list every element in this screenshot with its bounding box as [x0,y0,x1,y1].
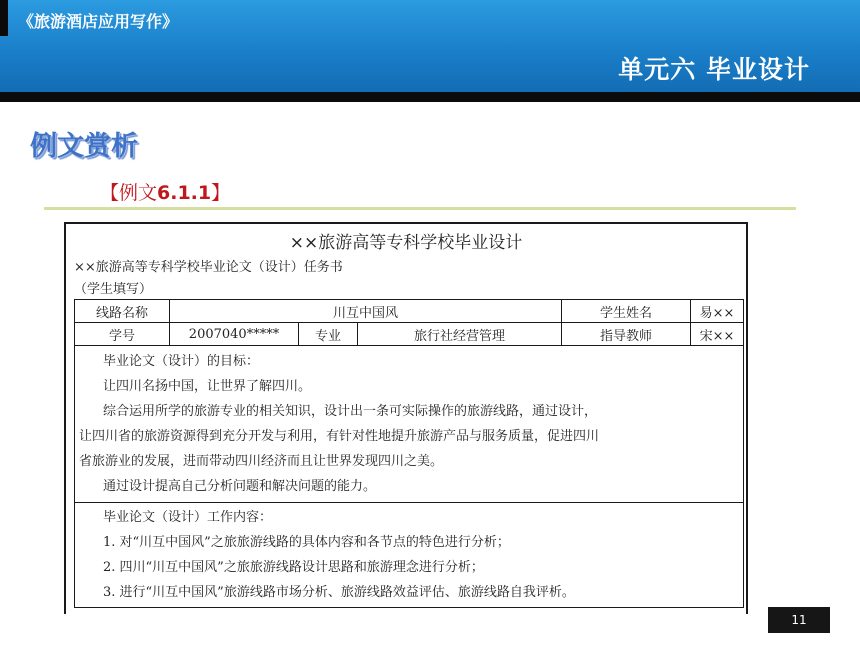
advisor-value: 宋×× [691,323,744,346]
student-name-label: 学生姓名 [562,300,691,323]
document-subtitle: ××旅游高等专科学校毕业论文（设计）任务书 [74,260,343,275]
section-divider [44,207,796,210]
advisor-label: 指导教师 [562,323,691,346]
table-row [75,300,744,323]
section-title: 例文赏析 [30,131,138,162]
document-title: ××旅游高等专科学校毕业设计 [289,233,523,253]
document-image [64,222,748,614]
goals-section [74,346,744,503]
example-label [100,178,230,205]
page-number: 11 [768,607,830,633]
table-row [75,323,744,346]
info-table [74,299,744,346]
id-label: 学号 [75,323,170,346]
content-section [74,503,744,608]
major-value: 旅行社经营管理 [358,323,562,346]
student-fill-note: （学生填写） [74,282,153,297]
goals-line: 省旅游业的发展，进而带动四川经济而且让世界发现四川之美。 [79,454,444,469]
goals-line: 综合运用所学的旅游专业的相关知识，设计出一条可实际操作的旅游线路，通过设计， [103,404,598,419]
route-value: 川互中国风 [170,300,562,323]
content-heading: 毕业论文（设计）工作内容： [103,510,273,525]
content-item: 1. 对“川互中国风”之旅旅游线路的具体内容和各节点的特色进行分析； [103,535,510,550]
major-label: 专业 [299,323,358,346]
content-item: 3. 进行“川互中国风”旅游线路市场分析、旅游线路效益评估、旅游线路自我评析。 [103,585,575,600]
header-divider [0,92,860,102]
header-accent-bar [0,0,8,36]
unit-title: 单元六 毕业设计 [618,55,810,84]
id-value: 2007040***** [170,323,299,346]
example-bracket-close: 】 [211,182,231,204]
route-label: 线路名称 [75,300,170,323]
course-title: 《旅游酒店应用写作》 [18,12,179,31]
goals-line: 让四川省的旅游资源得到充分开发与利用，有针对性地提升旅游产品与服务质量，促进四川 [79,429,600,444]
goals-heading: 毕业论文（设计）的目标： [103,354,260,369]
example-bracket-open: 【例文 [100,182,158,204]
content-item: 2. 四川“川互中国风”之旅旅游线路设计思路和旅游理念进行分析； [103,560,484,575]
goals-line: 让四川名扬中国，让世界了解四川。 [103,379,312,394]
goals-line: 通过设计提高自己分析问题和解决问题的能力。 [103,479,377,494]
student-name-value: 易×× [691,300,744,323]
example-number: 6.1.1 [157,182,212,204]
slide-header [0,0,860,92]
